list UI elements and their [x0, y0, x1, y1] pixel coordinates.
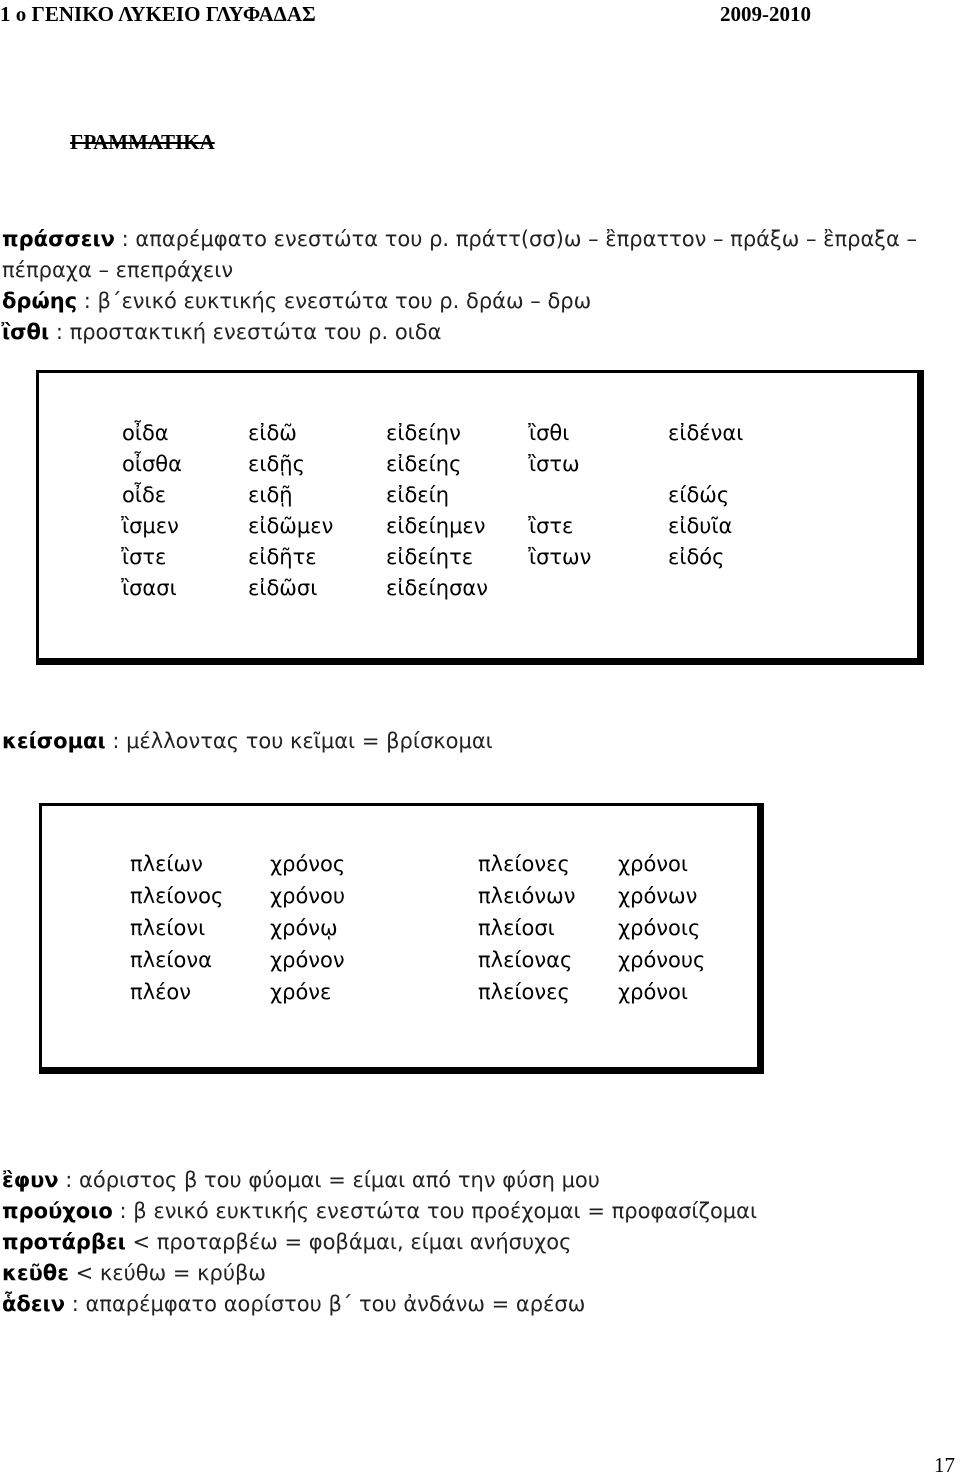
header-school: 1 ο ΓΕΝΙΚΟ ΛΥΚΕΙΟ ΓΛΥΦΑΔΑΣ [0, 2, 316, 26]
note-line [2, 1289, 585, 1320]
note-term: ἇδειν [2, 1292, 66, 1316]
table-cell: ειδῇ [248, 483, 293, 507]
note-line [2, 1227, 571, 1258]
table-cell: χρόνων [618, 884, 698, 908]
note-text: < προταρβέω = φοβάμαι, είμαι ανήσυχος [125, 1230, 572, 1254]
table-cell: εἰδῆτε [248, 545, 317, 569]
note-line [2, 255, 233, 286]
table-cell: χρόνοι [618, 852, 688, 876]
section-title: ΓΡΑΜΜΑΤΙΚΑ [70, 130, 215, 154]
note-line [2, 224, 917, 255]
note-text: : απαρέμφατο ενεστώτα του ρ. πράττ(σσ)ω – ἒπραττον – πράξω – ἒπραξα – [114, 227, 918, 251]
table-cell: εἰδείημεν [386, 514, 486, 538]
note-text: : προστακτική ενεστώτα του ρ. οιδα [49, 320, 442, 344]
table-cell: εἰδῶμεν [248, 514, 334, 538]
note-term: κείσομαι [2, 729, 106, 753]
table-cell: χρόνου [270, 884, 346, 908]
note-line [2, 317, 441, 348]
table-cell: χρόνοις [618, 916, 701, 940]
header-year: 2009-2010 [720, 2, 811, 26]
table-cell: εἰδῶ [248, 421, 297, 445]
note-text: : απαρέμφατο αορίστου β΄ του ἀνδάνω = αρέσω [65, 1292, 586, 1316]
note-term: πράσσειν [2, 227, 115, 251]
table-cell: εἰδυῖα [668, 514, 733, 538]
note-text: πέπραχα – επεπράχειν [2, 258, 234, 282]
table-cell: εἰδός [668, 545, 725, 569]
note-text: < κεύθω = κρύβω [68, 1261, 266, 1285]
note-line [2, 1196, 757, 1227]
table-cell: πλείονα [130, 948, 212, 972]
note-term: κεῦθε [2, 1261, 69, 1285]
table-cell: πλείων [130, 852, 203, 876]
table-cell: χρόνος [270, 852, 346, 876]
table-cell: πλείονες [478, 852, 570, 876]
page-number: 17 [934, 1453, 955, 1477]
table-cell: ἲσμεν [122, 514, 179, 538]
table-cell: ἲσασι [122, 576, 177, 600]
table-cell: ἲστε [529, 514, 574, 538]
table-cell: οἶσθα [122, 452, 182, 476]
table-cell: εἰδείησαν [386, 576, 488, 600]
note-text: : β΄ενικό ευκτικής ενεστώτα του ρ. δράω – δρω [77, 289, 592, 313]
table-cell: οἶδε [122, 483, 167, 507]
table-cell: εἰδείης [386, 452, 462, 476]
note-term: προτάρβει [2, 1230, 126, 1254]
table-cell: είδώς [668, 483, 730, 507]
note-line [2, 286, 591, 317]
table-cell: ἲστω [529, 452, 580, 476]
table-cell: εἰδείην [386, 421, 461, 445]
table-cell: πλείονι [130, 916, 206, 940]
table-cell: πλειόνων [478, 884, 576, 908]
note-text: : β ενικό ευκτικής ενεστώτα του προέχομαι = προφασίζομαι [112, 1199, 758, 1223]
note-line [2, 726, 493, 757]
declension-table [39, 803, 764, 1074]
note-term: ἲσθι [2, 320, 50, 344]
table-cell: εἰδέναι [668, 421, 744, 445]
conjugation-table-oida [36, 370, 924, 665]
table-cell: εἰδείητε [386, 545, 474, 569]
note-term: προύχοιο [2, 1199, 113, 1223]
table-cell: πλείονας [478, 948, 573, 972]
table-cell: χρόνῳ [270, 916, 338, 940]
table-cell: οἶδα [122, 421, 169, 445]
note-term: ἒφυν [2, 1168, 59, 1192]
table-cell: πλείονος [130, 884, 224, 908]
table-cell: εἰδῶσι [248, 576, 318, 600]
note-term: δρώης [2, 289, 78, 313]
table-cell: ἲστων [529, 545, 592, 569]
table-cell: πλείονες [478, 980, 570, 1004]
table-cell: ειδῇς [248, 452, 305, 476]
table-cell: πλέον [130, 980, 192, 1004]
table-cell: χρόνε [270, 980, 332, 1004]
table-cell: χρόνον [270, 948, 345, 972]
table-cell: ἲσθι [529, 421, 570, 445]
table-cell: εἰδείη [386, 483, 450, 507]
table-cell: ἲστε [122, 545, 167, 569]
table-cell: χρόνοι [618, 980, 688, 1004]
note-line [2, 1165, 600, 1196]
note-line [2, 1258, 266, 1289]
note-text: : μέλλοντας του κεῖμαι = βρίσκομαι [105, 729, 493, 753]
note-text: : αόριστος β του φύομαι = είμαι από την φύση μου [58, 1168, 600, 1192]
table-cell: πλείοσι [478, 916, 555, 940]
table-cell: χρόνους [618, 948, 706, 972]
